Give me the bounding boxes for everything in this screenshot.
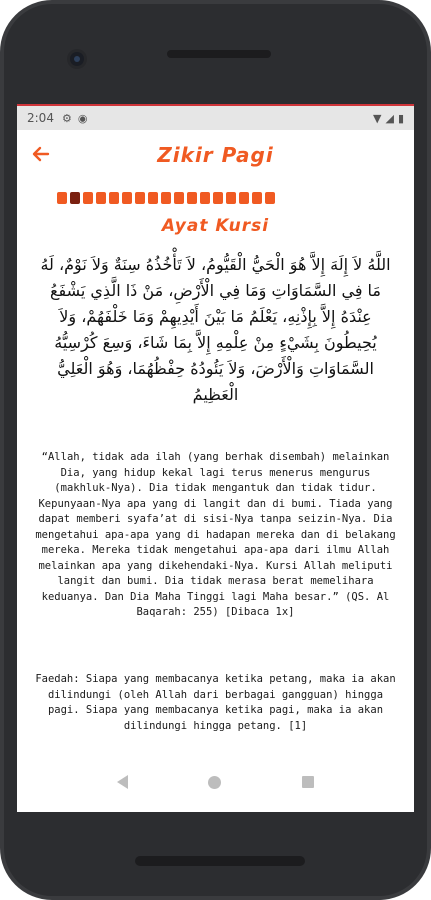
progress-segment	[200, 192, 210, 204]
gear-icon: ⚙	[61, 111, 72, 125]
back-arrow-icon[interactable]	[31, 144, 57, 166]
arabic-text: اللَّهُ لاَ إِلَهَ إِلاَّ هُوَ الْحَيُّ الْقَيُّومُ، لاَ تَأْخُذُهُ سِنَةٌ وَلاَ نَوْمٌ، لَهُ مَا فِي السَّمَاوَاتِ وَمَا فِي الْأَرْضِ، مَنْ ذَا الَّذِي يَشْفَعُ عِنْدَهُ إِلاَّ بِإِذْنِهِ، يَعْلَمُ مَا بَيْنَ أَيْدِيهِمْ وَمَا خَلْفَهُمْ، وَلاَ يُحِيطُونَ بِشَيْءٍ مِنْ عِلْمِهِ إِلاَّ بِمَا شَاءَ، وَسِعَ كُرْسِيُّهُ السَّمَاوَاتِ وَالْأَرْضَ، وَلاَ يَئُودُهُ حِفْظُهُمَا، وَهُوَ الْعَلِيُّ الْعَظِيمُ	[40, 255, 391, 404]
progress-segment	[57, 192, 67, 204]
progress-segment	[187, 192, 197, 204]
nav-back-icon[interactable]	[117, 775, 128, 789]
progress-segment	[148, 192, 158, 204]
progress-segment	[252, 192, 262, 204]
progress-indicator	[57, 192, 377, 204]
progress-segment	[239, 192, 249, 204]
progress-segment	[213, 192, 223, 204]
progress-segment	[83, 192, 93, 204]
progress-segment	[96, 192, 106, 204]
progress-segment	[70, 192, 80, 204]
progress-segment	[265, 192, 275, 204]
progress-segment	[226, 192, 236, 204]
status-indicators	[373, 112, 404, 125]
app-screen	[17, 104, 414, 812]
page-title: Zikir Pagi	[157, 143, 274, 167]
progress-segment	[161, 192, 171, 204]
section-title: Ayat Kursi	[161, 216, 270, 236]
battery-icon: ▮	[397, 111, 404, 125]
earpiece-speaker	[167, 50, 271, 58]
front-camera	[70, 52, 84, 66]
progress-segment	[109, 192, 119, 204]
app-bar	[17, 130, 414, 180]
status-time: 2:04	[27, 111, 54, 125]
translation-text: “Allah, tidak ada ilah (yang berhak disembah) melainkan Dia, yang hidup kekal lagi terus menerus mengurus (makhluk-Nya). Dia tidak mengantuk dan tidak tidur. Kepunyaan-Nya apa yang di langit dan di bumi. Tiada yang dapat memberi syafa’at di sisi-Nya tanpa seizin-Nya. Dia mengetahui apa-apa yang di hadapan mereka dan di belakang mereka. Mereka tidak mengetahui apa-apa dari ilmu Allah melainkan apa yang dikehendaki-Nya. Kursi Allah meliputi langit dan bumi. Dia tidak merasa berat memelihara keduanya. Dan Dia Maha Tinggi lagi Maha besar.” (QS. Al Baqarah: 255) [Dibaca 1x]	[35, 451, 396, 618]
nav-recent-icon[interactable]	[302, 776, 314, 788]
signal-icon: ◢	[385, 111, 394, 125]
sync-icon: ◉	[77, 111, 88, 125]
nav-home-icon[interactable]	[208, 776, 221, 789]
status-bar	[17, 104, 414, 130]
progress-segment	[174, 192, 184, 204]
progress-segment	[135, 192, 145, 204]
progress-segment	[122, 192, 132, 204]
wifi-icon: ▼	[373, 111, 382, 125]
system-nav-bar	[17, 758, 414, 806]
faedah-text: Faedah: Siapa yang membacanya ketika petang, maka ia akan dilindungi (oleh Allah dari berbagai gangguan) hingga pagi. Siapa yang membacanya ketika pagi, maka ia akan dilindungi hingga petang. [1]	[35, 673, 396, 732]
bottom-speaker	[135, 856, 305, 866]
